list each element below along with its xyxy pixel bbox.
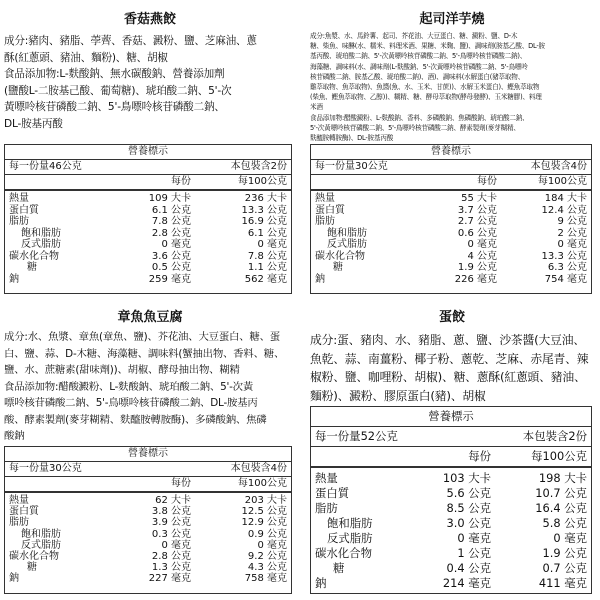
nutrient-row-saturated-fat — [9, 228, 287, 240]
nutrition-table — [310, 144, 592, 294]
product-panel-egg-dumpling — [310, 306, 594, 596]
nutrient-label: 飽和脂肪 — [21, 227, 61, 239]
nutrient-label: 反式脂肪 — [21, 539, 61, 551]
per-100g-value: 10.7 公克 — [535, 486, 587, 500]
ingredients-line: 白、鹽、蒜、D-木糖、海藻糖、調味料(蟹抽出物、香料、糖、 — [4, 347, 285, 360]
serving-size: 每一份量46公克 — [9, 161, 82, 172]
column-headers — [311, 175, 591, 191]
per-serving-value: 5.6 公克 — [446, 486, 491, 500]
column-headers — [5, 477, 291, 493]
product-title: 蛋餃 — [438, 310, 465, 325]
nutrient-label: 碳水化合物 — [9, 250, 59, 262]
per-serving-value: 103 大卡 — [442, 471, 491, 485]
per-100g-value: 0 毫克 — [257, 239, 287, 250]
ingredients-line: 酸鈉 — [4, 430, 25, 442]
nutrition-header: 營養標示 — [5, 447, 291, 462]
ingredients-line: 海藻糖、調味料(水、調味劑(L-麩酸鈉、5'-次黃嘌呤核苷磷酸二鈉、5'-鳥嘌呤 — [310, 62, 528, 71]
nutrient-label: 鈉 — [315, 576, 327, 590]
ingredients-line: 椒粉、鹽、咖哩粉、胡椒)、糖、蔥酥(紅蔥頭、豬油、 — [310, 370, 586, 384]
servings-per-pack: 本包裝含2份 — [230, 161, 287, 172]
nutrient-row-saturated-fat — [315, 516, 587, 531]
ingredients-text — [310, 31, 594, 143]
nutrient-row-sodium — [315, 576, 587, 591]
per-100g-value: 0 毫克 — [257, 539, 287, 551]
nutrient-row-sodium — [9, 274, 287, 286]
nutrient-row-saturated-fat — [9, 529, 287, 540]
nutrient-label: 脂肪 — [9, 216, 29, 227]
nutrient-label: 蛋白質 — [315, 204, 345, 216]
ingredients-line: 核苷磷酸二鈉、胺基乙酸、琥珀酸二鈉)、酒)、調味料(水解蛋白(豬萃取物、 — [310, 72, 525, 81]
nutrient-row-saturated-fat — [315, 228, 587, 240]
per-100g-value: 12.5 公克 — [241, 506, 287, 518]
nutrient-row-trans-fat — [9, 540, 287, 551]
nutrient-label: 糖 — [27, 562, 37, 574]
ingredients-line: 酥(紅蔥頭、豬油、麵粉)、糖、胡椒 — [4, 51, 168, 64]
ingredients-line: 魚乾、蒜、南薑粉、椰子粉、蔥乾、芝麻、赤尾青、辣 — [310, 351, 589, 366]
product-panel-octopus-fish-tofu — [4, 306, 296, 596]
per-serving-value: 1.3 公克 — [151, 562, 191, 574]
ingredients-line: 食品添加物:L-麩酸鈉、無水碳酸鈉、營養添加劑 — [4, 68, 225, 80]
column-headers — [5, 175, 291, 191]
nutrient-row-sodium — [315, 274, 587, 286]
nutrient-row-carbohydrate — [9, 251, 287, 263]
nutrient-row-trans-fat — [315, 239, 587, 251]
serving-size: 每一份量52公克 — [315, 429, 398, 443]
per-100g-value: 1.1 公克 — [247, 262, 287, 273]
nutrient-label: 糖 — [333, 262, 343, 273]
nutrient-row-energy — [315, 193, 587, 205]
col-per-100g: 每100公克 — [531, 449, 587, 463]
per-100g-value: 5.8 公克 — [542, 516, 587, 530]
per-100g-value: 0 毫克 — [557, 239, 587, 250]
col-per-serving: 每份 — [477, 176, 497, 187]
per-serving-value: 62 大卡 — [155, 495, 191, 506]
nutrient-label: 熱量 — [9, 193, 29, 204]
per-serving-value: 3.6 公克 — [151, 250, 191, 262]
nutrient-row-fat — [9, 216, 287, 228]
per-serving-value: 2.8 公克 — [151, 227, 191, 239]
per-serving-value: 1.9 公克 — [457, 262, 497, 273]
nutrient-row-sugar — [315, 262, 587, 274]
ingredients-line: 麩醯胺轉胺酶)、DL-胺基丙酸 — [310, 134, 394, 143]
per-100g-value: 562 毫克 — [244, 273, 287, 285]
per-serving-value: 4 公克 — [467, 250, 497, 262]
col-per-100g: 每100公克 — [237, 176, 287, 187]
serving-row — [5, 462, 291, 477]
nutrient-label: 蛋白質 — [9, 204, 39, 216]
col-per-serving: 每份 — [468, 449, 491, 463]
per-serving-value: 1 公克 — [457, 546, 491, 560]
product-panel-cheese-potato — [310, 8, 594, 300]
nutrient-row-sugar — [9, 262, 287, 274]
nutrient-label: 碳水化合物 — [315, 546, 372, 560]
nutrient-label: 脂肪 — [315, 216, 335, 227]
col-per-100g: 每100公克 — [537, 176, 587, 187]
product-title: 起司洋芋燒 — [419, 12, 485, 27]
ingredients-line: 酸、酵素製劑(麥芽糊精、麩醯胺轉胺酶)、多磷酸鈉、焦磷 — [4, 413, 267, 426]
per-100g-value: 0.7 公克 — [542, 561, 587, 575]
per-serving-value: 8.5 公克 — [446, 501, 491, 515]
per-100g-value: 184 大卡 — [544, 193, 587, 204]
ingredients-line: 食品添加物:醋酸澱粉、L-麩酸鈉、琥珀酸二鈉、5'-次黃 — [4, 380, 254, 393]
nutrient-row-carbohydrate — [315, 546, 587, 561]
per-100g-value: 758 毫克 — [244, 573, 287, 585]
serving-row — [311, 160, 591, 175]
nutrition-table — [4, 144, 292, 294]
nutrient-label: 糖 — [333, 561, 345, 575]
nutrient-row-trans-fat — [315, 531, 587, 546]
nutrient-row-sugar — [9, 562, 287, 573]
ingredients-line: 糖、柴魚、味醂(水、糯米、料理米酒、果糖、米麴、鹽)、調味劑(胺基乙酸、DL-胺 — [310, 42, 545, 51]
per-100g-value: 6.1 公克 — [247, 227, 287, 239]
per-100g-value: 9 公克 — [557, 216, 587, 227]
per-serving-value: 259 毫克 — [148, 273, 191, 285]
per-serving-value: 3.8 公克 — [151, 506, 191, 518]
per-serving-value: 0.5 公克 — [151, 262, 191, 273]
per-serving-value: 0 毫克 — [161, 239, 191, 250]
per-100g-value: 411 毫克 — [538, 576, 587, 590]
nutrient-label: 鈉 — [9, 573, 19, 585]
product-title: 章魚魚豆腐 — [117, 310, 183, 325]
product-panel-xianggu-yanjiao — [4, 8, 296, 300]
per-serving-value: 0.4 公克 — [446, 561, 491, 575]
ingredients-line: (柴魚、鰹魚萃取物、乙醇))、糊精、糖、酵母萃取物(酵母發酵)、玉米糖膠)、料理 — [310, 93, 542, 102]
ingredients-line: 食品添加物:醋酸澱粉、L-麩酸鈉、香料、多磷酸鈉、焦磷酸鈉、琥珀酸二鈉、 — [310, 113, 529, 122]
ingredients-line: (鹽酸L-二胺基己酸、葡萄糖)、琥珀酸二鈉、5'-次 — [4, 84, 232, 97]
ingredients-line: 米酒 — [310, 103, 323, 112]
per-100g-value: 16.9 公克 — [241, 216, 287, 227]
nutrient-row-protein — [315, 205, 587, 217]
per-100g-value: 16.4 公克 — [535, 501, 587, 515]
per-serving-value: 0.3 公克 — [151, 528, 191, 540]
product-title: 香菇燕餃 — [123, 12, 176, 27]
nutrition-header: 營養標示 — [5, 145, 291, 160]
nutrition-header: 營養標示 — [311, 145, 591, 160]
nutrient-row-protein — [315, 486, 587, 501]
col-per-serving: 每份 — [171, 176, 191, 187]
per-serving-value: 7.8 公克 — [151, 216, 191, 227]
nutrient-row-energy — [9, 193, 287, 205]
ingredients-line: 成分:魚漿、水、馬鈴薯、起司、芥花油、大豆蛋白、糖、澱粉、鹽、D-木 — [310, 32, 518, 40]
per-100g-value: 9.2 公克 — [247, 551, 287, 563]
ingredients-line: 基丙酸、琥珀酸二鈉、5'-次黃嘌呤核苷磷酸二鈉、5'-鳥嘌呤核苷磷酸二鈉)、 — [310, 52, 527, 61]
nutrient-label: 飽和脂肪 — [327, 227, 367, 239]
ingredients-line: 成分:蛋、豬肉、水、豬脂、蔥、鹽、沙茶醬(大豆油、 — [310, 333, 585, 347]
col-per-100g: 每100公克 — [237, 478, 287, 489]
per-100g-value: 6.3 公克 — [547, 262, 587, 273]
ingredients-text — [4, 33, 296, 132]
nutrient-row-sugar — [315, 561, 587, 576]
nutrient-row-protein — [9, 506, 287, 517]
per-100g-value: 13.3 公克 — [541, 250, 587, 262]
nutrient-label: 鈉 — [315, 273, 325, 285]
per-serving-value: 0 毫克 — [467, 239, 497, 250]
ingredients-line: 黃嘌呤核苷磷酸二鈉、5'-鳥嘌呤核苷磷酸二鈉、 — [4, 101, 225, 113]
ingredients-text — [4, 329, 296, 445]
ingredients-line: 嘌呤核苷磷酸二鈉、5'-鳥嘌呤核苷磷酸二鈉、DL-胺基丙 — [4, 397, 258, 409]
per-serving-value: 3.7 公克 — [457, 204, 497, 216]
nutrient-label: 熱量 — [315, 193, 335, 204]
nutrient-label: 熱量 — [9, 495, 29, 506]
serving-size: 每一份量30公克 — [315, 161, 388, 172]
nutrient-row-fat — [315, 216, 587, 228]
nutrient-label: 反式脂肪 — [21, 239, 61, 250]
ingredients-line: 雞萃取物、魚萃取物)、魚醬(魚、水、玉米、甘蔗))、水解玉米蛋白)、鰹魚萃取物 — [310, 83, 540, 92]
nutrient-row-protein — [9, 205, 287, 217]
nutrient-label: 飽和脂肪 — [327, 516, 373, 530]
per-100g-value: 12.9 公克 — [241, 517, 287, 529]
serving-size: 每一份量30公克 — [9, 463, 82, 474]
per-serving-value: 109 大卡 — [148, 193, 191, 204]
nutrient-label: 蛋白質 — [315, 486, 350, 500]
per-100g-value: 12.4 公克 — [541, 204, 587, 216]
ingredients-line: DL-胺基丙酸 — [4, 117, 63, 130]
nutrient-label: 蛋白質 — [9, 506, 39, 518]
per-serving-value: 227 毫克 — [148, 573, 191, 585]
servings-per-pack: 本包裝含2份 — [522, 429, 587, 443]
per-100g-value: 4.3 公克 — [247, 562, 287, 574]
ingredients-line: 成分:豬肉、豬脂、荸薺、香菇、澱粉、鹽、芝麻油、蔥 — [4, 35, 257, 47]
nutrient-label: 脂肪 — [315, 501, 338, 515]
nutrient-row-trans-fat — [9, 239, 287, 251]
nutrition-table — [310, 406, 592, 594]
nutrient-row-fat — [9, 517, 287, 528]
ingredients-line: 麵粉)、澱粉、膠原蛋白(豬)、胡椒 — [310, 388, 486, 403]
ingredients-line: 鹽、水、蔗糖素(甜味劑))、胡椒、酵母抽出物、糊精 — [4, 364, 240, 376]
per-serving-value: 0.6 公克 — [457, 227, 497, 239]
per-serving-value: 214 毫克 — [442, 576, 491, 590]
serving-row — [5, 160, 291, 175]
servings-per-pack: 本包裝含4份 — [530, 161, 587, 172]
nutrient-row-sodium — [9, 573, 287, 584]
nutrient-row-carbohydrate — [9, 551, 287, 562]
per-serving-value: 2.7 公克 — [457, 216, 497, 227]
ingredients-text — [310, 331, 594, 405]
per-serving-value: 55 大卡 — [461, 193, 497, 204]
per-100g-value: 0.9 公克 — [247, 528, 287, 540]
nutrient-row-energy — [315, 471, 587, 486]
per-serving-value: 0 毫克 — [457, 531, 491, 545]
ingredients-line: 5'-次黃嘌呤核苷磷酸二鈉、5'-鳥嘌呤核苷磷酸二鈉、酵素製劑(麥芽糊精、 — [310, 123, 520, 132]
per-100g-value: 7.8 公克 — [247, 250, 287, 262]
per-serving-value: 226 毫克 — [454, 273, 497, 285]
per-100g-value: 754 毫克 — [544, 273, 587, 285]
nutrient-row-fat — [315, 501, 587, 516]
per-100g-value: 198 大卡 — [538, 471, 587, 485]
per-100g-value: 2 公克 — [557, 227, 587, 239]
per-100g-value: 13.3 公克 — [241, 204, 287, 216]
servings-per-pack: 本包裝含4份 — [230, 463, 287, 474]
per-100g-value: 1.9 公克 — [542, 546, 587, 560]
ingredients-line: 成分:水、魚漿、章魚(章魚、鹽)、芥花油、大豆蛋白、糖、蛋 — [4, 331, 280, 343]
nutrition-table — [4, 446, 292, 594]
per-100g-value: 203 大卡 — [244, 495, 287, 506]
nutrient-label: 糖 — [27, 262, 37, 273]
nutrient-label: 碳水化合物 — [315, 250, 365, 262]
column-headers — [311, 447, 591, 468]
nutrient-row-carbohydrate — [315, 251, 587, 263]
nutrient-row-energy — [9, 495, 287, 506]
per-100g-value: 236 大卡 — [244, 193, 287, 204]
per-serving-value: 3.0 公克 — [446, 516, 491, 530]
nutrient-label: 脂肪 — [9, 517, 29, 529]
per-serving-value: 6.1 公克 — [151, 204, 191, 216]
nutrient-label: 飽和脂肪 — [21, 528, 61, 540]
per-serving-value: 3.9 公克 — [151, 517, 191, 529]
serving-row — [311, 427, 591, 447]
nutrient-label: 熱量 — [315, 471, 338, 485]
nutrient-label: 反式脂肪 — [327, 239, 367, 250]
nutrient-label: 鈉 — [9, 273, 19, 285]
per-100g-value: 0 毫克 — [553, 531, 587, 545]
nutrient-label: 反式脂肪 — [327, 531, 373, 545]
nutrient-label: 碳水化合物 — [9, 551, 59, 563]
per-serving-value: 0 毫克 — [161, 539, 191, 551]
nutrition-header: 營養標示 — [311, 407, 591, 427]
per-serving-value: 2.8 公克 — [151, 551, 191, 563]
col-per-serving: 每份 — [171, 478, 191, 489]
